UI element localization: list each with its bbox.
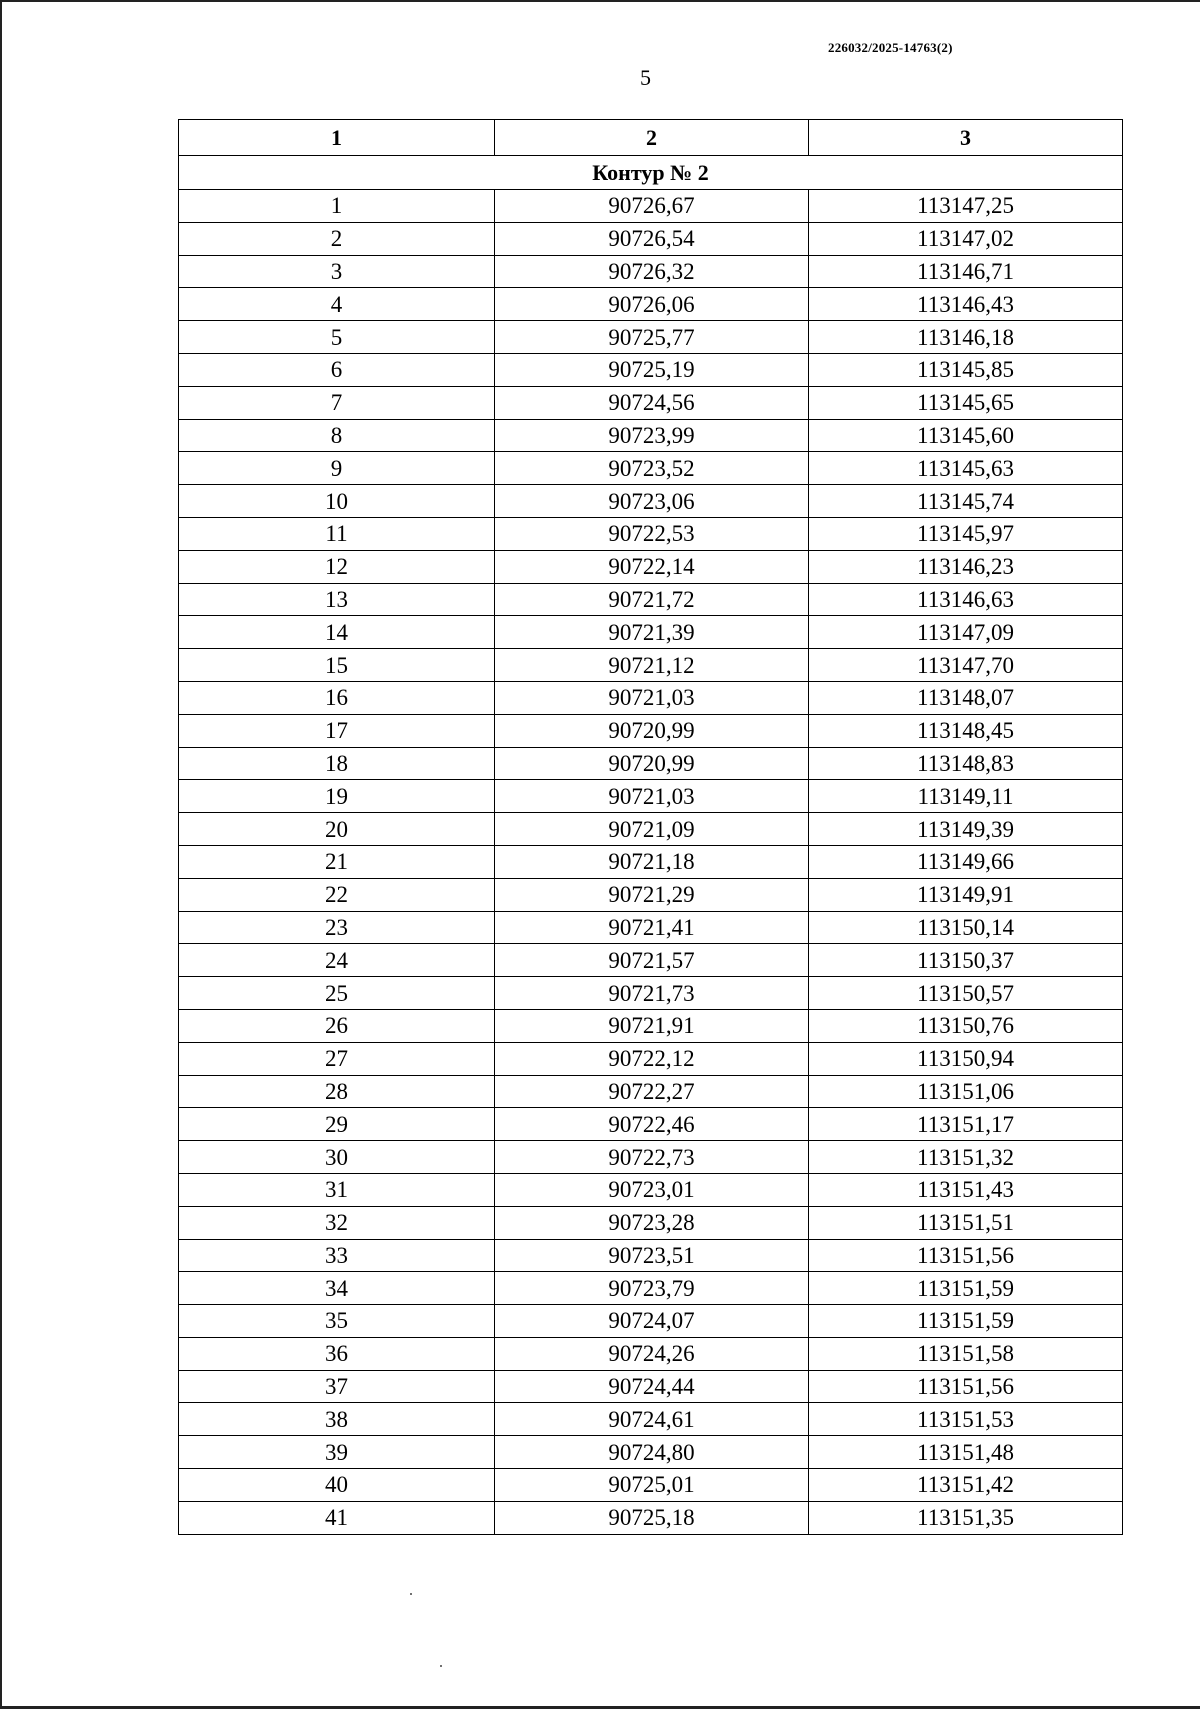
y-coordinate-cell: 113147,25 [809, 190, 1123, 223]
table-row [179, 1436, 1123, 1469]
x-coordinate-cell: 90724,07 [495, 1305, 809, 1338]
point-number-cell: 7 [179, 386, 495, 419]
point-number-cell: 15 [179, 649, 495, 682]
point-number-cell: 31 [179, 1173, 495, 1206]
column-header-1: 1 [179, 120, 495, 156]
point-number-cell: 23 [179, 911, 495, 944]
point-number-cell: 11 [179, 517, 495, 550]
x-coordinate-cell: 90724,56 [495, 386, 809, 419]
x-coordinate-cell: 90723,79 [495, 1272, 809, 1305]
x-coordinate-cell: 90722,12 [495, 1042, 809, 1075]
y-coordinate-cell: 113145,97 [809, 517, 1123, 550]
x-coordinate-cell: 90725,19 [495, 353, 809, 386]
x-coordinate-cell: 90723,51 [495, 1239, 809, 1272]
y-coordinate-cell: 113147,70 [809, 649, 1123, 682]
x-coordinate-cell: 90721,57 [495, 944, 809, 977]
page-number: 5 [640, 65, 651, 90]
table-row [179, 190, 1123, 223]
table-row [179, 1206, 1123, 1239]
coordinates-table [178, 119, 1123, 1535]
y-coordinate-cell: 113145,85 [809, 353, 1123, 386]
table-row [179, 1501, 1123, 1534]
x-coordinate-cell: 90721,12 [495, 649, 809, 682]
table-row [179, 845, 1123, 878]
table-row [179, 485, 1123, 518]
y-coordinate-cell: 113146,23 [809, 550, 1123, 583]
x-coordinate-cell: 90723,52 [495, 452, 809, 485]
table-row [179, 649, 1123, 682]
point-number-cell: 28 [179, 1075, 495, 1108]
y-coordinate-cell: 113147,09 [809, 616, 1123, 649]
x-coordinate-cell: 90722,14 [495, 550, 809, 583]
x-coordinate-cell: 90721,91 [495, 1009, 809, 1042]
table-row [179, 1009, 1123, 1042]
point-number-cell: 12 [179, 550, 495, 583]
table-header-row [179, 120, 1123, 156]
point-number-cell: 34 [179, 1272, 495, 1305]
y-coordinate-cell: 113148,07 [809, 681, 1123, 714]
section-title: Контур № 2 [179, 156, 1123, 190]
point-number-cell: 22 [179, 878, 495, 911]
y-coordinate-cell: 113149,91 [809, 878, 1123, 911]
point-number-cell: 25 [179, 977, 495, 1010]
table-row [179, 353, 1123, 386]
y-coordinate-cell: 113150,76 [809, 1009, 1123, 1042]
table-row [179, 583, 1123, 616]
table-body [179, 156, 1123, 1535]
scan-speck [410, 1593, 412, 1595]
point-number-cell: 39 [179, 1436, 495, 1469]
point-number-cell: 6 [179, 353, 495, 386]
y-coordinate-cell: 113150,57 [809, 977, 1123, 1010]
table-row [179, 1305, 1123, 1338]
table-row [179, 1141, 1123, 1174]
x-coordinate-cell: 90721,03 [495, 780, 809, 813]
point-number-cell: 32 [179, 1206, 495, 1239]
point-number-cell: 21 [179, 845, 495, 878]
y-coordinate-cell: 113150,14 [809, 911, 1123, 944]
x-coordinate-cell: 90724,61 [495, 1403, 809, 1436]
y-coordinate-cell: 113146,43 [809, 288, 1123, 321]
y-coordinate-cell: 113151,51 [809, 1206, 1123, 1239]
y-coordinate-cell: 113149,11 [809, 780, 1123, 813]
y-coordinate-cell: 113151,56 [809, 1239, 1123, 1272]
y-coordinate-cell: 113147,02 [809, 222, 1123, 255]
table-row [179, 550, 1123, 583]
y-coordinate-cell: 113149,39 [809, 813, 1123, 846]
x-coordinate-cell: 90726,32 [495, 255, 809, 288]
point-number-cell: 41 [179, 1501, 495, 1534]
table-row [179, 1108, 1123, 1141]
x-coordinate-cell: 90723,06 [495, 485, 809, 518]
x-coordinate-cell: 90722,73 [495, 1141, 809, 1174]
point-number-cell: 24 [179, 944, 495, 977]
x-coordinate-cell: 90725,01 [495, 1469, 809, 1502]
table-row [179, 1272, 1123, 1305]
point-number-cell: 40 [179, 1469, 495, 1502]
point-number-cell: 35 [179, 1305, 495, 1338]
y-coordinate-cell: 113146,63 [809, 583, 1123, 616]
column-header-2: 2 [495, 120, 809, 156]
y-coordinate-cell: 113151,17 [809, 1108, 1123, 1141]
x-coordinate-cell: 90721,29 [495, 878, 809, 911]
column-header-3: 3 [809, 120, 1123, 156]
scan-border-left [0, 0, 2, 1709]
point-number-cell: 17 [179, 714, 495, 747]
table-row [179, 911, 1123, 944]
point-number-cell: 13 [179, 583, 495, 616]
point-number-cell: 14 [179, 616, 495, 649]
y-coordinate-cell: 113151,56 [809, 1370, 1123, 1403]
table-row [179, 419, 1123, 452]
section-row [179, 156, 1123, 190]
table-row [179, 747, 1123, 780]
table-row [179, 1042, 1123, 1075]
table-row [179, 1173, 1123, 1206]
table-row [179, 517, 1123, 550]
y-coordinate-cell: 113148,45 [809, 714, 1123, 747]
y-coordinate-cell: 113151,59 [809, 1305, 1123, 1338]
x-coordinate-cell: 90721,18 [495, 845, 809, 878]
y-coordinate-cell: 113146,71 [809, 255, 1123, 288]
x-coordinate-cell: 90725,18 [495, 1501, 809, 1534]
x-coordinate-cell: 90725,77 [495, 321, 809, 354]
y-coordinate-cell: 113151,53 [809, 1403, 1123, 1436]
x-coordinate-cell: 90724,80 [495, 1436, 809, 1469]
y-coordinate-cell: 113150,37 [809, 944, 1123, 977]
x-coordinate-cell: 90721,72 [495, 583, 809, 616]
y-coordinate-cell: 113151,32 [809, 1141, 1123, 1174]
table-row [179, 878, 1123, 911]
x-coordinate-cell: 90723,01 [495, 1173, 809, 1206]
y-coordinate-cell: 113151,43 [809, 1173, 1123, 1206]
x-coordinate-cell: 90721,73 [495, 977, 809, 1010]
y-coordinate-cell: 113150,94 [809, 1042, 1123, 1075]
point-number-cell: 20 [179, 813, 495, 846]
y-coordinate-cell: 113145,60 [809, 419, 1123, 452]
point-number-cell: 30 [179, 1141, 495, 1174]
point-number-cell: 18 [179, 747, 495, 780]
x-coordinate-cell: 90721,39 [495, 616, 809, 649]
point-number-cell: 36 [179, 1337, 495, 1370]
point-number-cell: 37 [179, 1370, 495, 1403]
y-coordinate-cell: 113151,48 [809, 1436, 1123, 1469]
table-row [179, 288, 1123, 321]
x-coordinate-cell: 90722,27 [495, 1075, 809, 1108]
x-coordinate-cell: 90726,67 [495, 190, 809, 223]
point-number-cell: 33 [179, 1239, 495, 1272]
table-row [179, 1239, 1123, 1272]
y-coordinate-cell: 113151,42 [809, 1469, 1123, 1502]
y-coordinate-cell: 113151,58 [809, 1337, 1123, 1370]
point-number-cell: 2 [179, 222, 495, 255]
y-coordinate-cell: 113148,83 [809, 747, 1123, 780]
point-number-cell: 19 [179, 780, 495, 813]
y-coordinate-cell: 113149,66 [809, 845, 1123, 878]
point-number-cell: 27 [179, 1042, 495, 1075]
table-row [179, 1403, 1123, 1436]
table-row [179, 977, 1123, 1010]
x-coordinate-cell: 90720,99 [495, 714, 809, 747]
point-number-cell: 8 [179, 419, 495, 452]
point-number-cell: 10 [179, 485, 495, 518]
point-number-cell: 1 [179, 190, 495, 223]
y-coordinate-cell: 113146,18 [809, 321, 1123, 354]
x-coordinate-cell: 90720,99 [495, 747, 809, 780]
x-coordinate-cell: 90721,03 [495, 681, 809, 714]
scan-speck [440, 1665, 442, 1667]
x-coordinate-cell: 90721,09 [495, 813, 809, 846]
table-row [179, 222, 1123, 255]
x-coordinate-cell: 90723,99 [495, 419, 809, 452]
y-coordinate-cell: 113145,74 [809, 485, 1123, 518]
point-number-cell: 4 [179, 288, 495, 321]
table-row [179, 386, 1123, 419]
y-coordinate-cell: 113145,63 [809, 452, 1123, 485]
table-row [179, 321, 1123, 354]
point-number-cell: 9 [179, 452, 495, 485]
table-row [179, 780, 1123, 813]
table-row [179, 813, 1123, 846]
y-coordinate-cell: 113151,06 [809, 1075, 1123, 1108]
scan-border-top [0, 0, 1200, 2]
point-number-cell: 16 [179, 681, 495, 714]
table-row [179, 1337, 1123, 1370]
table-row [179, 255, 1123, 288]
y-coordinate-cell: 113151,35 [809, 1501, 1123, 1534]
x-coordinate-cell: 90726,06 [495, 288, 809, 321]
table-row [179, 681, 1123, 714]
point-number-cell: 29 [179, 1108, 495, 1141]
x-coordinate-cell: 90724,26 [495, 1337, 809, 1370]
x-coordinate-cell: 90721,41 [495, 911, 809, 944]
table-row [179, 452, 1123, 485]
x-coordinate-cell: 90722,46 [495, 1108, 809, 1141]
x-coordinate-cell: 90723,28 [495, 1206, 809, 1239]
table-row [179, 616, 1123, 649]
point-number-cell: 26 [179, 1009, 495, 1042]
table-row [179, 1370, 1123, 1403]
y-coordinate-cell: 113151,59 [809, 1272, 1123, 1305]
point-number-cell: 38 [179, 1403, 495, 1436]
table-row [179, 944, 1123, 977]
point-number-cell: 5 [179, 321, 495, 354]
y-coordinate-cell: 113145,65 [809, 386, 1123, 419]
x-coordinate-cell: 90722,53 [495, 517, 809, 550]
table-row [179, 1075, 1123, 1108]
table-row [179, 1469, 1123, 1502]
table-row [179, 714, 1123, 747]
x-coordinate-cell: 90726,54 [495, 222, 809, 255]
document-number: 226032/2025-14763(2) [828, 40, 953, 55]
point-number-cell: 3 [179, 255, 495, 288]
x-coordinate-cell: 90724,44 [495, 1370, 809, 1403]
